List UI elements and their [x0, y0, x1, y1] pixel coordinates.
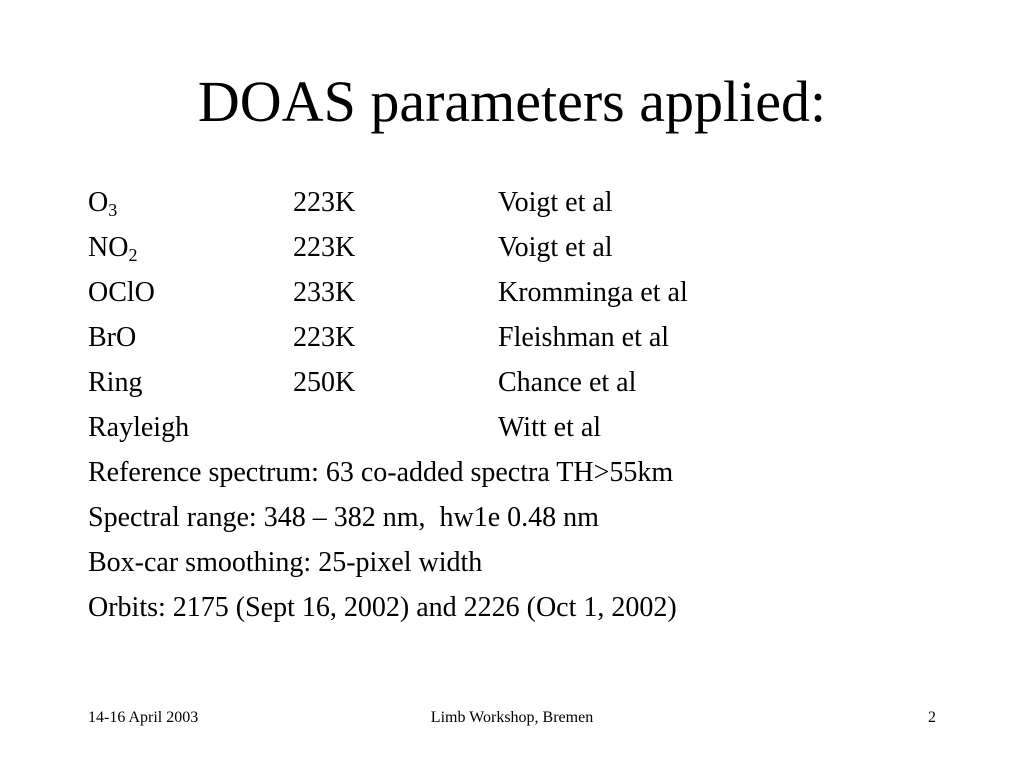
species-name: BrO: [88, 322, 137, 353]
species-subscript: 2: [128, 245, 138, 265]
species-name: Rayleigh: [88, 412, 190, 443]
orbits-line: Orbits: 2175 (Sept 16, 2002) and 2226 (Oct 1, 2002): [88, 592, 677, 623]
species-temperature: 223K: [293, 187, 356, 218]
footer-event: Limb Workshop, Bremen: [430, 709, 594, 726]
species-reference: Witt et al: [498, 412, 602, 443]
species-temperature: 223K: [293, 232, 356, 263]
species-name: $O_3$: [88, 187, 118, 220]
species-temperature: 233K: [293, 277, 356, 308]
footer-date: 14-16 April 2003: [88, 709, 199, 726]
species-subscript: 3: [108, 200, 118, 220]
slide-title: DOAS parameters applied:: [197, 69, 827, 134]
species-name: Ring: [88, 367, 143, 398]
species-reference: Chance et al: [498, 367, 637, 398]
species-name: $NO_2$: [88, 232, 138, 265]
species-reference: Fleishman et al: [498, 322, 670, 353]
smoothing-line: Box-car smoothing: 25-pixel width: [88, 547, 483, 578]
species-temperature: 250K: [293, 367, 356, 398]
spectral-range-line: Spectral range: 348 – 382 nm, hw1e 0.48 nm: [88, 502, 599, 533]
species-reference: Kromminga et al: [498, 277, 688, 308]
species-reference: Voigt et al: [498, 232, 613, 263]
species-reference: Voigt et al: [498, 187, 613, 218]
reference-spectrum-line: Reference spectrum: 63 co-added spectra TH>55km: [88, 457, 674, 488]
species-temperature: 223K: [293, 322, 356, 353]
footer-page-number: 2: [928, 709, 936, 726]
parameter-info: [88, 450, 677, 630]
species-name: OClO: [88, 277, 155, 308]
